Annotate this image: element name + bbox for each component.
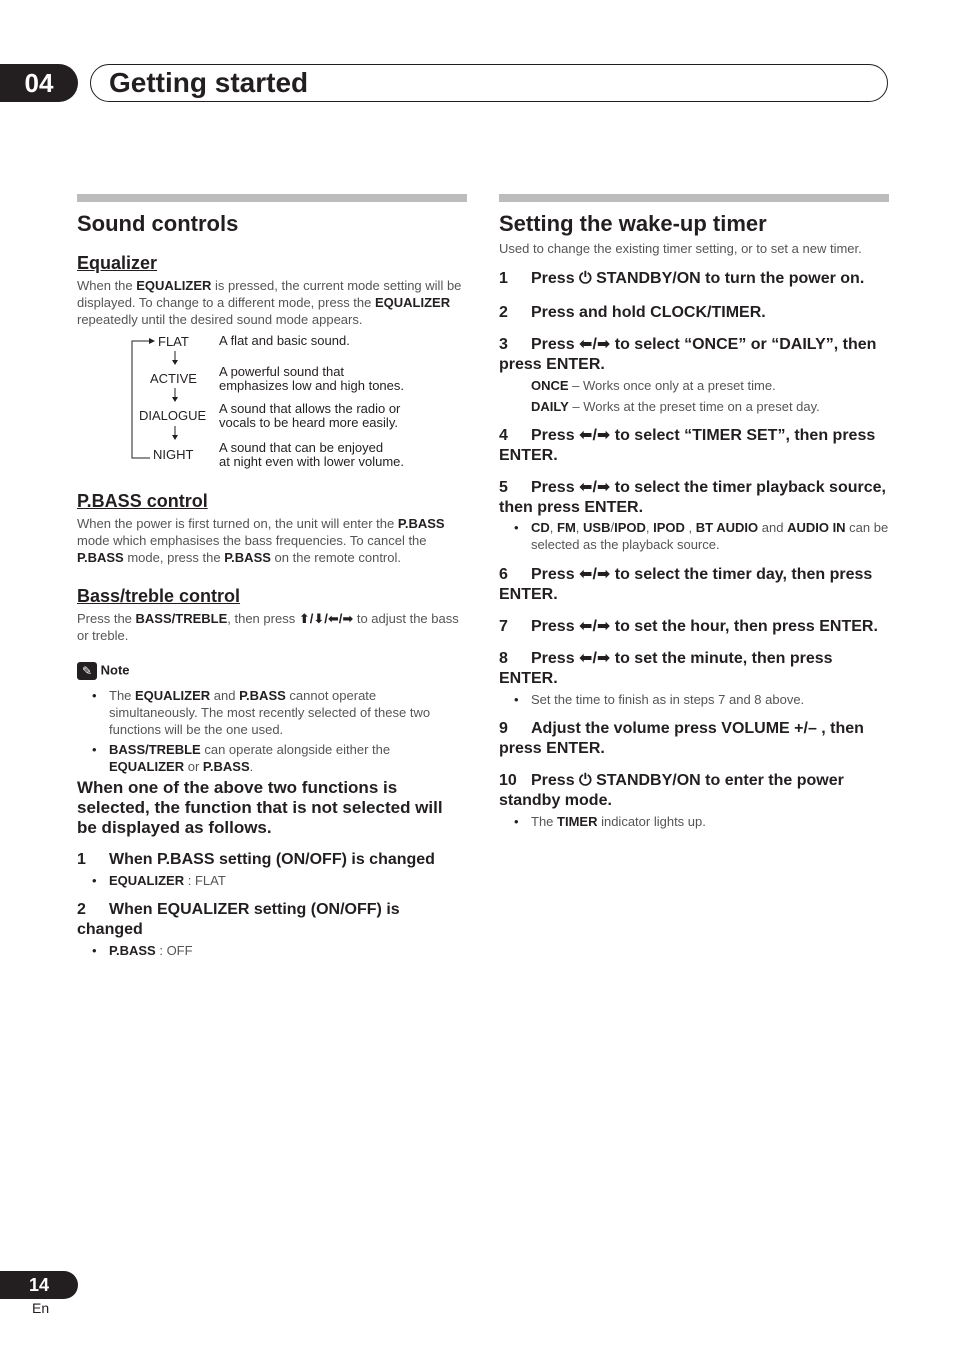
language-code: En — [32, 1300, 50, 1316]
left-step-2: 2 When EQUALIZER setting (ON/OFF) is changed — [77, 901, 400, 938]
source-bullet: • CD, FM, USB/IPOD, IPOD , BT AUDIO and AUDIO IN can be selected as the playback source. — [499, 519, 889, 553]
heading-equalizer: Equalizer — [77, 253, 158, 273]
mode-dialogue-desc: A sound that allows the radio or vocals to be heard more easily. — [219, 401, 401, 430]
section-title-wake-up-timer: Setting the wake-up timer — [499, 211, 767, 236]
mode-dialogue: DIALOGUE — [139, 408, 207, 423]
timer-step-9: 9 Adjust the volume press VOLUME +/– , then press ENTER. — [499, 720, 864, 757]
timer-step-2: 2 Press and hold CLOCK/TIMER. — [499, 304, 766, 321]
equalizer-intro: When the EQUALIZER is pressed, the current mode setting will be displayed. To change to a different mode, press the EQUALIZER repeatedly until the desired sound mode appears. — [77, 278, 462, 327]
timer-step-10: 10 Press ⏻ STANDBY/ON to enter the power standby mode. — [499, 772, 844, 809]
mode-flat-desc: A flat and basic sound. — [219, 333, 350, 348]
note-item: • The EQUALIZER and P.BASS cannot operate simultaneously. The most recently selected of these two functions will be the one used. — [77, 687, 467, 738]
timer-intro: Used to change the existing timer setting, or to set a new timer. — [499, 241, 862, 256]
bass-treble-text: Press the BASS/TREBLE, then press ⬆/⬇/⬅/➡ to adjust the bass or treble. — [77, 611, 459, 643]
section-bar — [77, 194, 467, 202]
mode-night: NIGHT — [153, 447, 194, 462]
chapter-number: 04 — [0, 64, 78, 102]
left-step-1-bullet: • EQUALIZER : FLAT — [77, 872, 467, 889]
mode-flat: FLAT — [158, 334, 189, 349]
heading-pbass: P.BASS control — [77, 491, 208, 511]
chapter-title: Getting started — [109, 67, 309, 98]
bold-paragraph: When one of the above two functions is selected, the function that is not selected will be displayed as follows. — [77, 778, 443, 837]
section-title-sound-controls: Sound controls — [77, 211, 239, 236]
pencil-icon: ✎ — [77, 662, 97, 680]
mode-active-desc: A powerful sound that emphasizes low and high tones. — [219, 364, 405, 393]
chapter-header — [90, 64, 888, 102]
left-column — [77, 194, 467, 959]
pbass-text: When the power is first turned on, the unit will enter the P.BASS mode which emphasises the bass frequencies. To cancel the P.BASS mode, press the P.BASS on the remote control. — [77, 516, 445, 565]
timer-step-1: 1 Press ⏻ STANDBY/ON to turn the power on. — [499, 270, 865, 287]
minute-bullet: • Set the time to finish as in steps 7 and 8 above. — [499, 691, 889, 708]
mode-night-desc: A sound that can be enjoyed at night even with lower volume. — [219, 440, 404, 469]
timer-step-4: 4 Press ⬅/➡ to select “TIMER SET”, then press ENTER. — [499, 427, 876, 464]
timer-step-6: 6 Press ⬅/➡ to select the timer day, then press ENTER. — [499, 566, 873, 603]
right-column — [499, 194, 889, 830]
left-step-1: 1 When P.BASS setting (ON/OFF) is changed — [77, 851, 435, 868]
page-number: 14 — [0, 1271, 78, 1299]
mode-cycle-arrows — [77, 336, 217, 476]
timer-step-3: 3 Press ⬅/➡ to select “ONCE” or “DAILY”, then press ENTER. — [499, 336, 877, 373]
once-option: ONCE – Works once only at a preset time. — [531, 378, 776, 393]
mode-active: ACTIVE — [150, 371, 197, 386]
timer-indicator-bullet: • The TIMER indicator lights up. — [499, 813, 889, 830]
equalizer-mode-diagram — [77, 333, 467, 476]
note-header: ✎ Note — [77, 662, 467, 680]
timer-step-8: 8 Press ⬅/➡ to set the minute, then press ENTER. — [499, 650, 833, 687]
left-step-2-bullet: • P.BASS : OFF — [77, 942, 467, 959]
section-bar — [499, 194, 889, 202]
note-item: • BASS/TREBLE can operate alongside either the EQUALIZER or P.BASS. — [77, 741, 467, 775]
daily-option: DAILY – Works at the preset time on a preset day. — [531, 399, 820, 414]
heading-bass-treble: Bass/treble control — [77, 586, 241, 606]
timer-step-5: 5 Press ⬅/➡ to select the timer playback source, then press ENTER. — [499, 479, 886, 516]
timer-step-7: 7 Press ⬅/➡ to set the hour, then press ENTER. — [499, 618, 878, 635]
